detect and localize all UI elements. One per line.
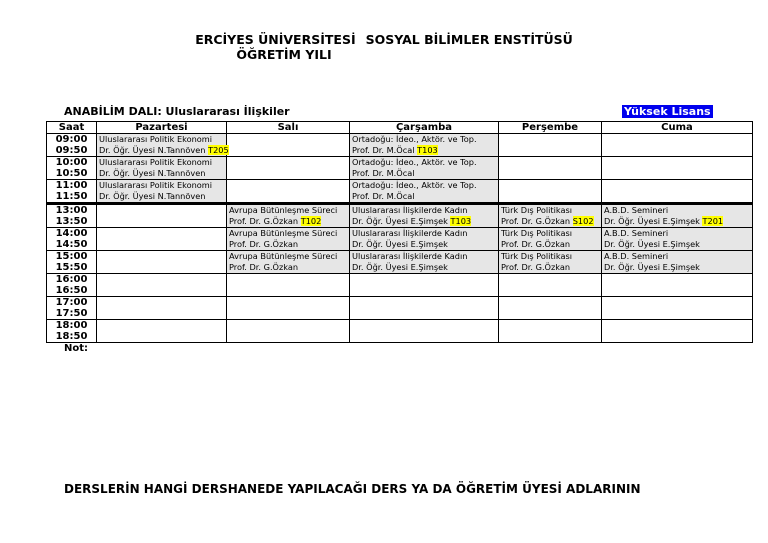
- schedule-cell-thursday: [499, 180, 602, 204]
- schedule-cell-wednesday: [350, 251, 499, 274]
- schedule-cell-friday: [602, 251, 753, 274]
- schedule-cell-thursday: [499, 204, 602, 228]
- table-row: [47, 134, 753, 157]
- instructor-line: [352, 216, 496, 227]
- time-end: 09:50: [55, 145, 88, 156]
- instructor-line: [352, 168, 496, 179]
- schedule-cell-friday: [602, 320, 753, 343]
- course-name: Ortadoğu: İdeo., Aktör. ve Top.: [352, 180, 477, 190]
- instructor-name: Prof. Dr. M.Öcal: [352, 145, 415, 155]
- time-start: 11:00: [55, 180, 88, 191]
- course-name: Avrupa Bütünleşme Süreci: [229, 228, 338, 238]
- instructor-name: Dr. Öğr. Üyesi E.Şimşek: [352, 216, 448, 226]
- instructor-name: Prof. Dr. G.Özkan: [501, 239, 571, 249]
- schedule-cell-thursday: [499, 274, 602, 297]
- instructor-line: [352, 145, 496, 156]
- schedule-cell-thursday: [499, 297, 602, 320]
- schedule-cell-wednesday: [350, 297, 499, 320]
- column-header-wednesday: Çarşamba: [350, 122, 499, 134]
- schedule-cell-tuesday: [227, 228, 350, 251]
- schedule-cell-monday: [97, 204, 227, 228]
- time-slot-cell: [47, 320, 97, 343]
- instructor-line: [501, 262, 599, 273]
- course-name: A.B.D. Semineri: [604, 228, 669, 238]
- column-header-time: Saat: [47, 122, 97, 134]
- time-start: 13:00: [55, 205, 88, 216]
- schedule-cell-thursday: [499, 157, 602, 180]
- instructor-name: Dr. Öğr. Üyesi E.Şimşek: [604, 216, 700, 226]
- schedule-cell-tuesday: [227, 204, 350, 228]
- time-end: 14:50: [55, 239, 88, 250]
- column-header-thursday: Perşembe: [499, 122, 602, 134]
- time-slot-cell: [47, 204, 97, 228]
- schedule-cell-tuesday: [227, 157, 350, 180]
- course-name: Uluslararası İlişkilerde Kadın: [352, 205, 468, 215]
- schedule-cell-monday: [97, 320, 227, 343]
- instructor-line: [604, 262, 750, 273]
- time-end: 17:50: [55, 308, 88, 319]
- time-start: 17:00: [55, 297, 88, 308]
- time-end: 11:50: [55, 191, 88, 202]
- course-name: Uluslararası Politik Ekonomi: [99, 157, 213, 167]
- program-level-badge: Yüksek Lisans: [624, 105, 711, 118]
- time-slot-cell: [47, 251, 97, 274]
- course-name: Uluslararası İlişkilerde Kadın: [352, 251, 468, 261]
- course-name: Uluslararası Politik Ekonomi: [99, 134, 213, 144]
- course-name: Avrupa Bütünleşme Süreci: [229, 251, 338, 261]
- schedule-cell-monday: [97, 251, 227, 274]
- schedule-cell-monday: [97, 134, 227, 157]
- instructor-line: [99, 168, 224, 179]
- instructor-line: [229, 239, 347, 250]
- room-code-badge: T205: [208, 145, 229, 155]
- schedule-cell-tuesday: [227, 134, 350, 157]
- schedule-cell-friday: [602, 134, 753, 157]
- instructor-line: [604, 216, 750, 227]
- course-name: Ortadoğu: İdeo., Aktör. ve Top.: [352, 157, 477, 167]
- instructor-name: Dr. Öğr. Üyesi E.Şimşek: [604, 262, 700, 272]
- schedule-cell-wednesday: [350, 204, 499, 228]
- instructor-name: Prof. Dr. G.Özkan: [229, 262, 299, 272]
- table-row: [47, 180, 753, 204]
- instructor-name: Prof. Dr. G.Özkan: [501, 262, 571, 272]
- schedule-cell-tuesday: [227, 274, 350, 297]
- room-code-badge: T103: [417, 145, 438, 155]
- schedule-cell-wednesday: [350, 320, 499, 343]
- table-row: [47, 320, 753, 343]
- time-start: 10:00: [55, 157, 88, 168]
- instructor-name: Prof. Dr. G.Özkan: [229, 239, 299, 249]
- schedule-cell-tuesday: [227, 320, 350, 343]
- instructor-name: Dr. Öğr. Üyesi N.Tannöven: [99, 191, 206, 201]
- column-header-friday: Cuma: [602, 122, 753, 134]
- university-name: ERCİYES ÜNİVERSİTESİ: [195, 32, 356, 47]
- schedule-cell-monday: [97, 274, 227, 297]
- schedule-cell-thursday: [499, 134, 602, 157]
- instructor-line: [352, 262, 496, 273]
- schedule-cell-friday: [602, 204, 753, 228]
- instructor-line: [501, 239, 599, 250]
- course-name: A.B.D. Semineri: [604, 251, 669, 261]
- room-code-badge: S102: [572, 216, 594, 226]
- schedule-cell-tuesday: [227, 297, 350, 320]
- room-code-badge: T201: [702, 216, 724, 226]
- instructor-name: Dr. Öğr. Üyesi E.Şimşek: [352, 262, 448, 272]
- schedule-cell-friday: [602, 157, 753, 180]
- schedule-cell-monday: [97, 180, 227, 204]
- room-code-badge: T102: [300, 216, 322, 226]
- schedule-cell-wednesday: [350, 134, 499, 157]
- document-title: [0, 32, 768, 47]
- instructor-line: [99, 145, 229, 156]
- instructor-name: Prof. Dr. G.Özkan: [229, 216, 299, 226]
- course-name: Türk Dış Politikası: [501, 205, 573, 215]
- schedule-cell-friday: [602, 228, 753, 251]
- time-end: 15:50: [55, 262, 88, 273]
- time-end: 18:50: [55, 331, 88, 342]
- time-start: 09:00: [55, 134, 88, 145]
- course-name: Uluslararası İlişkilerde Kadın: [352, 228, 468, 238]
- schedule-table: [46, 121, 753, 343]
- course-name: Türk Dış Politikası: [501, 228, 573, 238]
- instructor-name: Dr. Öğr. Üyesi E.Şimşek: [352, 239, 448, 249]
- instructor-name: Prof. Dr. G.Özkan: [501, 216, 571, 226]
- schedule-cell-thursday: [499, 320, 602, 343]
- footer-note: DERSLERİN HANGİ DERSHANEDE YAPILACAĞI DERS YA DA ÖĞRETİM ÜYESİ ADLARININ: [64, 482, 641, 496]
- course-name: A.B.D. Semineri: [604, 205, 669, 215]
- schedule-cell-wednesday: [350, 157, 499, 180]
- schedule-cell-friday: [602, 180, 753, 204]
- time-start: 16:00: [55, 274, 88, 285]
- department-label: ANABİLİM DALI: Uluslararası İlişkiler: [64, 105, 290, 118]
- instructor-line: [352, 239, 496, 250]
- course-name: Uluslararası Politik Ekonomi: [99, 180, 213, 190]
- instructor-line: [352, 191, 496, 202]
- schedule-cell-thursday: [499, 228, 602, 251]
- course-name: Ortadoğu: İdeo., Aktör. ve Top.: [352, 134, 477, 144]
- room-code-badge: T103: [450, 216, 472, 226]
- table-row: [47, 204, 753, 228]
- instructor-line: [501, 216, 599, 227]
- academic-year-line: ÖĞRETİM YILI: [236, 47, 332, 62]
- schedule-cell-monday: [97, 157, 227, 180]
- instructor-name: Prof. Dr. M.Öcal: [352, 191, 415, 201]
- time-slot-cell: [47, 274, 97, 297]
- schedule-cell-thursday: [499, 251, 602, 274]
- schedule-cell-wednesday: [350, 228, 499, 251]
- instructor-line: [229, 216, 347, 227]
- course-name: Türk Dış Politikası: [501, 251, 573, 261]
- table-row: [47, 157, 753, 180]
- schedule-cell-monday: [97, 297, 227, 320]
- time-start: 14:00: [55, 228, 88, 239]
- note-label: Not:: [64, 343, 89, 354]
- table-header-row: [47, 122, 753, 134]
- instructor-line: [99, 191, 224, 202]
- instructor-name: Dr. Öğr. Üyesi N.Tannöven: [99, 145, 206, 155]
- schedule-cell-wednesday: [350, 180, 499, 204]
- column-header-monday: Pazartesi: [97, 122, 227, 134]
- schedule-cell-tuesday: [227, 251, 350, 274]
- schedule-cell-tuesday: [227, 180, 350, 204]
- schedule-cell-friday: [602, 274, 753, 297]
- time-end: 13:50: [55, 216, 88, 227]
- instructor-name: Dr. Öğr. Üyesi E.Şimşek: [604, 239, 700, 249]
- course-name: Avrupa Bütünleşme Süreci: [229, 205, 338, 215]
- schedule-cell-wednesday: [350, 274, 499, 297]
- table-row: [47, 228, 753, 251]
- schedule-cell-monday: [97, 228, 227, 251]
- time-end: 10:50: [55, 168, 88, 179]
- table-row: [47, 251, 753, 274]
- instructor-line: [604, 239, 750, 250]
- time-start: 15:00: [55, 251, 88, 262]
- instructor-name: Prof. Dr. M.Öcal: [352, 168, 415, 178]
- table-row: [47, 297, 753, 320]
- column-header-tuesday: Salı: [227, 122, 350, 134]
- time-slot-cell: [47, 228, 97, 251]
- institute-name: SOSYAL BİLİMLER ENSTİTÜSÜ: [365, 32, 573, 47]
- time-slot-cell: [47, 297, 97, 320]
- table-row: [47, 274, 753, 297]
- time-slot-cell: [47, 134, 97, 157]
- time-slot-cell: [47, 180, 97, 204]
- instructor-name: Dr. Öğr. Üyesi N.Tannöven: [99, 168, 206, 178]
- instructor-line: [229, 262, 347, 273]
- time-end: 16:50: [55, 285, 88, 296]
- time-start: 18:00: [55, 320, 88, 331]
- schedule-cell-friday: [602, 297, 753, 320]
- time-slot-cell: [47, 157, 97, 180]
